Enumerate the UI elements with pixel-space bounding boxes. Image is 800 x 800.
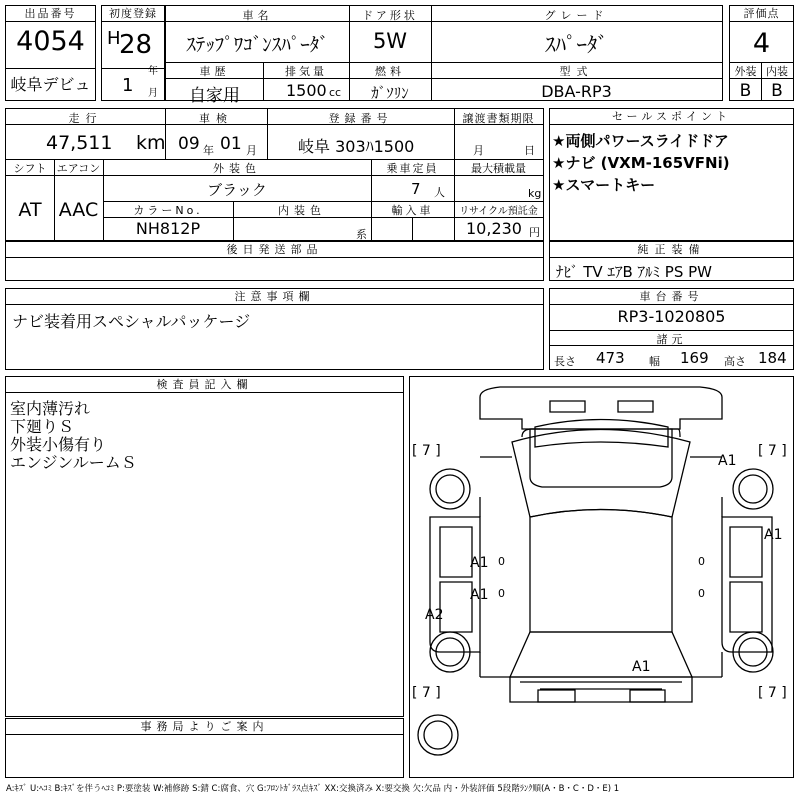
door-label: ドア形状 [362,9,418,22]
door-type: 5W [372,29,408,53]
inspection-year-unit: 年 [203,144,214,157]
max-load-unit: kg [528,187,542,200]
capacity-label: 乗車定員 [386,162,439,175]
reg-month: 1 [122,75,134,96]
cabin-outline [522,429,680,437]
damage-mark: A1 [470,555,489,571]
right-doors [730,527,762,632]
inspector-box [5,376,404,717]
score-box [729,5,794,101]
model-label: 型式 [559,65,594,78]
shift-label: シフト [13,162,47,175]
int-color-label: 内装色 [278,204,326,217]
sales-points-label: セールスポイント [550,109,793,125]
sales-point-item: ★ナビ (VXM-165VFNi) [552,154,730,172]
shift: AT [18,199,42,221]
length: 473 [596,349,625,367]
ext-color: ブラック [207,181,267,199]
height: 184 [758,349,787,367]
month-unit: 月 [148,88,158,99]
notes-box [5,288,544,370]
car-diagram [410,377,793,777]
width-label: 幅 [649,355,660,368]
recycle-label: リサイクル預託金 [459,206,538,217]
int-color-unit: 系 [356,228,367,241]
capacity-unit: 人 [434,186,445,199]
auction-site: 岐阜デビュ [10,75,91,94]
first-registration-box [101,5,165,101]
car-name-label: 車名 [242,9,273,22]
legend: A:ｷｽﾞ U:ﾍｺﾐ B:ｷｽﾞを伴うﾍｺﾐ P:要塗装 W:補修跡 S:錆 C:腐食、穴 G:ﾌﾛﾝﾄｶﾞﾗｽ点ｷｽﾞ XX:交換済み X:要交換 欠:欠品 内・外装評価 5段階ﾗﾝｸ順(A・B・C・D・E) 1 [6,784,620,794]
left-doors [440,527,472,632]
equipment-list: ﾅﾋﾞ TV ｴｱB ｱﾙﾐ PS PW [556,263,712,281]
later-parts-box [5,241,544,281]
body-outline [480,387,722,429]
displacement-label: 排気量 [285,65,327,78]
height-label: 高さ [724,355,746,368]
year-unit: 年 [148,66,158,77]
front-lights [550,401,653,412]
roof-panel [530,510,672,633]
history-label: 車歴 [199,65,230,78]
inspector-line: 外装小傷有り [10,435,107,454]
chassis-number: RP3-1020805 [617,307,726,326]
color-no: NH812P [135,219,201,238]
max-load-label: 最大積載量 [471,162,526,175]
mileage: 47,511 [46,132,113,154]
ac: AAC [58,199,99,221]
office-label: 事務局よりご案内 [6,719,403,735]
transfer-label: 譲渡書類期限 [462,112,535,125]
inspector-label: 検査員記入欄 [6,377,403,393]
sales-point-item: ★スマートキー [552,176,656,194]
color-no-label: カラーNo. [133,204,203,217]
inspector-line: エンジンルームＳ [10,453,137,472]
equipment-label: 純正装備 [550,242,793,258]
notes-label: 注意事項欄 [6,289,543,305]
displacement: 1500 [286,81,327,100]
tire-mark: [ 7 ] [412,685,441,701]
equipment-box [549,241,794,281]
sales-points-box [549,108,794,241]
chassis-label: 車台番号 [550,289,793,305]
tire-mark: [ 7 ] [758,685,787,701]
transfer-day-unit: 日 [524,144,535,157]
zero-mark: 0 [498,587,505,600]
interior-label: 内装 [766,65,788,78]
car-main-box [165,5,723,106]
exterior-label: 外装 [734,65,757,78]
plate: 岐阜 303ﾊ1500 [298,137,415,156]
ext-color-label: 外装色 [213,162,261,175]
first-reg-label: 初度登録 [102,6,164,22]
fuel-label: 燃料 [375,65,405,78]
length-label: 長さ [554,355,576,368]
damage-mark: A1 [764,527,783,543]
inspector-line: 下廻りＳ [10,417,75,436]
inspector-line: 室内薄汚れ [10,399,91,418]
inspection-month-unit: 月 [246,144,257,157]
notes-text: ナビ装着用スペシャルパッケージ [12,312,251,331]
era-letter: H [107,28,121,49]
details-box [5,108,544,241]
dims-label: 諸元 [656,333,687,346]
score-label: 評価点 [730,6,793,22]
inspection-label: 車検 [199,112,233,125]
transfer-month-unit: 月 [473,144,484,157]
mileage-label: 走行 [68,112,103,125]
grade-label: グレード [544,9,609,22]
model: DBA-RP3 [541,82,612,101]
zero-mark: 0 [498,555,505,568]
damage-mark: A1 [632,659,651,675]
tire-mark: [ 7 ] [412,443,441,459]
inspection-month: 01 [220,134,242,154]
lot-label: 出品番号 [6,6,95,22]
sales-point-item: ★両側パワースライドドア [552,132,729,150]
score: 4 [752,28,771,59]
displacement-unit: cc [329,86,342,99]
later-parts-label: 後日発送部品 [6,242,543,258]
fuel: ｶﾞｿﾘﾝ [371,84,409,102]
grade: ｽﾊﾟｰﾀﾞ [545,33,608,57]
lot-number: 4054 [16,26,85,57]
lot-box [5,5,96,101]
capacity: 7 [411,180,421,198]
rear-bumper [520,682,682,702]
damage-mark: A1 [718,453,737,469]
chassis-box [549,288,794,370]
ac-label: エアコン [56,162,101,175]
interior-grade: B [771,81,783,101]
zero-mark: 0 [698,587,705,600]
width: 169 [680,349,709,367]
exterior-grade: B [739,81,752,101]
zero-mark: 0 [698,555,705,568]
rear-glass [510,632,692,677]
import-label: 輸入車 [391,204,434,217]
office-box [5,718,404,778]
recycle: 10,230 [466,219,522,238]
inspection-year: 09 [178,134,200,154]
car-name: ｽﾃｯﾌﾟﾜｺﾞﾝｽﾊﾟｰﾀﾞ [186,34,329,56]
era-year: 28 [119,30,153,60]
recycle-unit: 円 [529,226,540,239]
plate-label: 登録番号 [328,112,393,125]
damage-mark: A1 [470,587,489,603]
history: 自家用 [189,86,240,106]
roof-outline [530,429,672,487]
tire-mark: [ 7 ] [758,443,787,459]
car-diagram-box [409,376,794,778]
damage-mark: A2 [425,607,444,623]
mileage-unit: km [136,132,166,154]
